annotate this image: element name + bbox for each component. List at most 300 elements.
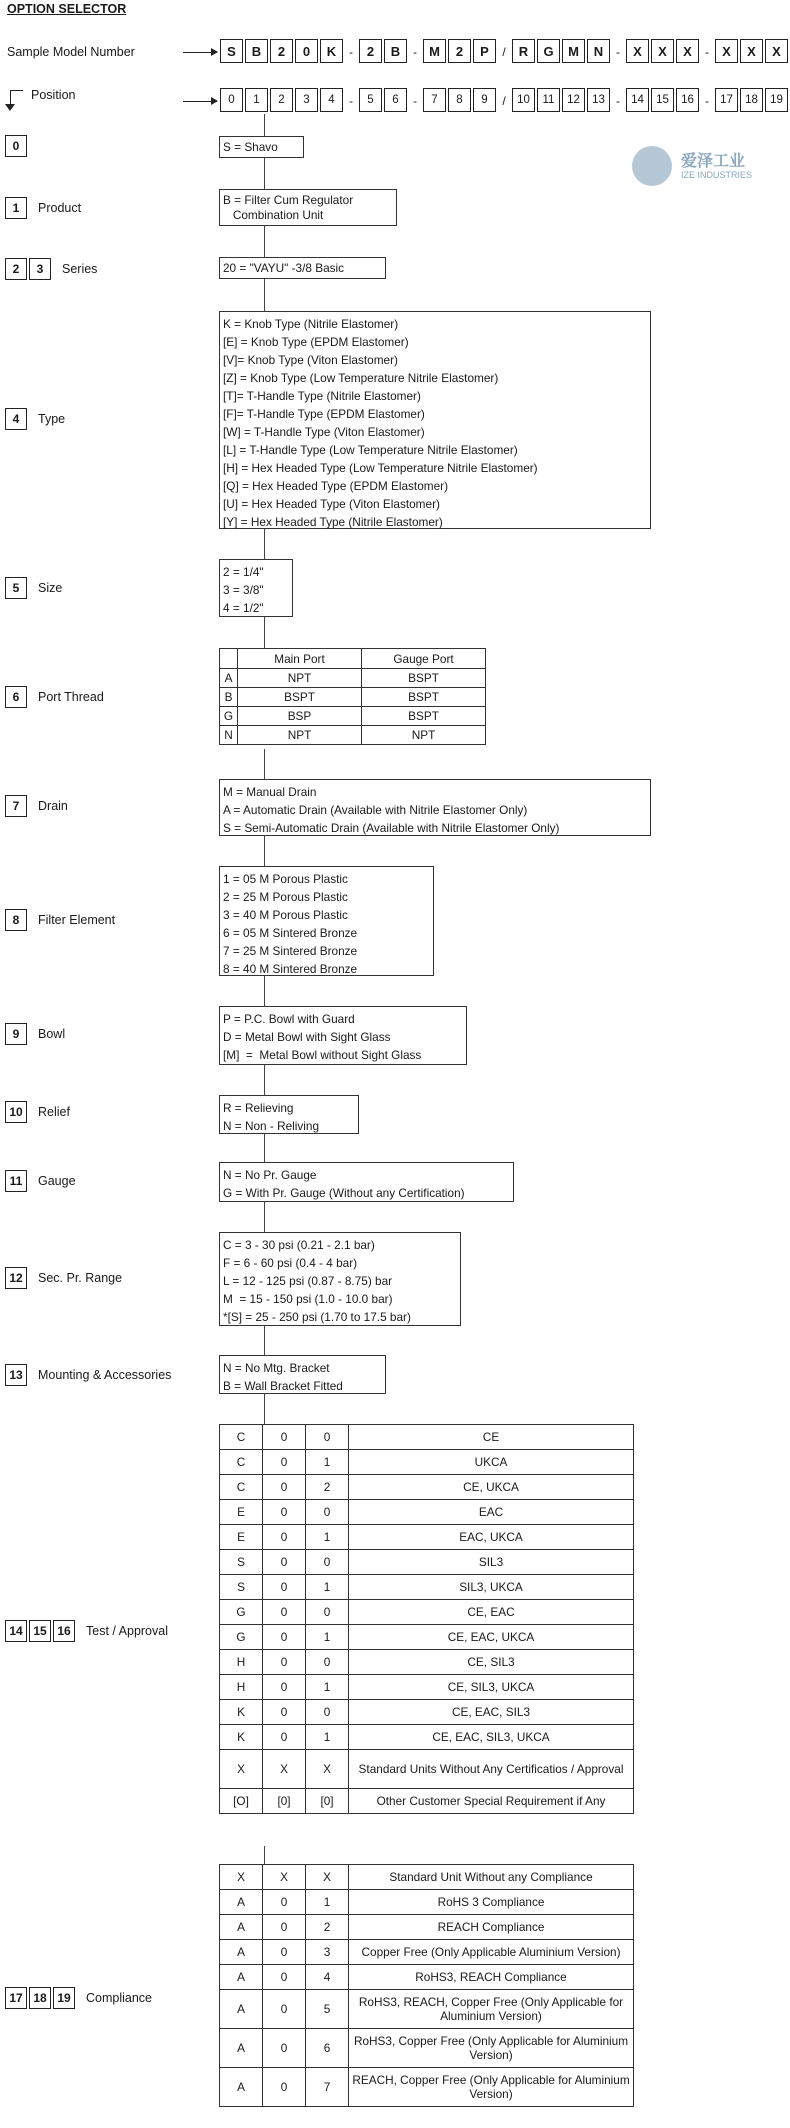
option-line: [U] = Hex Headed Type (Viton Elastomer) bbox=[223, 497, 440, 511]
option-line: P = P.C. Bowl with Guard bbox=[223, 1012, 355, 1026]
table-cell: 0 bbox=[306, 1425, 349, 1450]
table-row bbox=[220, 1450, 634, 1475]
logo-en-text: IZE INDUSTRIES bbox=[681, 170, 753, 180]
table-cell: G bbox=[220, 707, 238, 726]
position-char: 8 bbox=[448, 88, 471, 112]
position-number-box: 16 bbox=[53, 1620, 75, 1642]
table-cell: 0 bbox=[263, 1525, 306, 1550]
model-char: X bbox=[676, 39, 699, 63]
model-char: K bbox=[320, 39, 343, 63]
model-char: R bbox=[512, 39, 535, 63]
table-row bbox=[220, 726, 486, 745]
section-label-text: Compliance bbox=[86, 1991, 153, 2005]
option-box-gauge bbox=[219, 1162, 514, 1202]
section-label-text: Type bbox=[38, 412, 66, 426]
table-row bbox=[220, 1965, 634, 1990]
table-cell: NPT bbox=[362, 726, 486, 745]
table-cell: Other Customer Special Requirement if Any bbox=[349, 1789, 634, 1814]
option-box-size bbox=[219, 559, 293, 617]
sample-arrow-icon bbox=[183, 52, 217, 53]
logo-cn-text: 爱泽工业 bbox=[681, 153, 746, 170]
table-cell: A bbox=[220, 2068, 263, 2107]
table-row bbox=[220, 2068, 634, 2107]
table-cell: CE, UKCA bbox=[349, 1475, 634, 1500]
section-label-text: Relief bbox=[38, 1105, 70, 1119]
option-line: G = With Pr. Gauge (Without any Certification) bbox=[223, 1186, 465, 1200]
table-cell: 1 bbox=[306, 1625, 349, 1650]
option-box-series bbox=[219, 257, 386, 279]
model-char: S bbox=[220, 39, 243, 63]
table-cell: 0 bbox=[263, 1890, 306, 1915]
table-cell: 0 bbox=[263, 2029, 306, 2068]
table-cell: 0 bbox=[306, 1700, 349, 1725]
option-box-relief bbox=[219, 1095, 359, 1134]
table-cell: RoHS3, REACH, Copper Free (Only Applicable for Aluminium Version) bbox=[349, 1990, 634, 2029]
table-cell: EAC, UKCA bbox=[349, 1525, 634, 1550]
table-cell: Copper Free (Only Applicable Aluminium Version) bbox=[349, 1940, 634, 1965]
position-char: 6 bbox=[384, 88, 407, 112]
option-box-filter-element bbox=[219, 866, 434, 976]
position-char: 5 bbox=[359, 88, 382, 112]
table-cell: A bbox=[220, 1990, 263, 2029]
table-cell: A bbox=[220, 1890, 263, 1915]
connector-line bbox=[264, 1846, 265, 1864]
table-cell: K bbox=[220, 1725, 263, 1750]
option-line: [H] = Hex Headed Type (Low Temperature Nitrile Elastomer) bbox=[223, 461, 538, 475]
table-cell: BSPT bbox=[362, 688, 486, 707]
position-separator: - bbox=[413, 94, 417, 108]
option-line: C = 3 - 30 psi (0.21 - 2.1 bar) bbox=[223, 1238, 375, 1252]
option-box-product bbox=[219, 189, 397, 226]
option-line: 2 = 1/4" bbox=[223, 565, 264, 579]
option-line: [Y] = Hex Headed Type (Nitrile Elastomer) bbox=[223, 515, 443, 529]
table-cell: 1 bbox=[306, 1450, 349, 1475]
position-label-port-thread bbox=[5, 686, 104, 708]
table-row bbox=[220, 1700, 634, 1725]
table-row bbox=[220, 2029, 634, 2068]
position-number-box: 7 bbox=[5, 795, 27, 817]
model-char: M bbox=[562, 39, 585, 63]
table-cell: 0 bbox=[263, 1425, 306, 1450]
section-label-text: Sec. Pr. Range bbox=[38, 1271, 123, 1285]
position-char: 17 bbox=[715, 88, 738, 112]
option-line: *[S] = 25 - 250 psi (1.70 to 17.5 bar) bbox=[223, 1310, 411, 1324]
table-cell: H bbox=[220, 1675, 263, 1700]
table-cell: X bbox=[220, 1750, 263, 1789]
table-cell: K bbox=[220, 1700, 263, 1725]
table-cell: SIL3 bbox=[349, 1550, 634, 1575]
connector-line bbox=[264, 158, 265, 189]
table-cell: REACH, Copper Free (Only Applicable for Aluminium Version) bbox=[349, 2068, 634, 2107]
model-char: X bbox=[765, 39, 788, 63]
option-line: R = Relieving bbox=[223, 1101, 294, 1115]
position-label-size bbox=[5, 577, 62, 599]
option-line: [L] = T-Handle Type (Low Temperature Nitrile Elastomer) bbox=[223, 443, 518, 457]
position-number-box: 19 bbox=[53, 1987, 75, 2009]
test-approval-table bbox=[219, 1424, 634, 1814]
section-label-text: Port Thread bbox=[38, 690, 104, 704]
position-char: 16 bbox=[676, 88, 699, 112]
option-line: [V]= Knob Type (Viton Elastomer) bbox=[223, 353, 398, 367]
table-cell: UKCA bbox=[349, 1450, 634, 1475]
option-line: 2 = 25 M Porous Plastic bbox=[223, 890, 348, 904]
table-cell: 0 bbox=[263, 1575, 306, 1600]
compliance-table bbox=[219, 1864, 634, 2107]
ize-logo-icon bbox=[632, 146, 672, 186]
position-char: 4 bbox=[320, 88, 343, 112]
position-numbers bbox=[220, 88, 790, 114]
table-cell: 0 bbox=[263, 1475, 306, 1500]
option-box-bowl bbox=[219, 1006, 467, 1065]
model-char: B bbox=[384, 39, 407, 63]
option-line: [Z] = Knob Type (Low Temperature Nitrile Elastomer) bbox=[223, 371, 499, 385]
option-line: 20 = "VAYU" -3/8 Basic bbox=[223, 261, 345, 275]
position-number-box: 18 bbox=[29, 1987, 51, 2009]
position-label-gauge bbox=[5, 1170, 76, 1192]
position-number-box: 17 bbox=[5, 1987, 27, 2009]
table-row bbox=[220, 1550, 634, 1575]
table-cell: X bbox=[220, 1865, 263, 1890]
option-line: 7 = 25 M Sintered Bronze bbox=[223, 944, 358, 958]
option-line: Combination Unit bbox=[223, 208, 324, 222]
table-cell: X bbox=[263, 1865, 306, 1890]
position-number-box: 0 bbox=[5, 135, 27, 157]
option-line: B = Wall Bracket Fitted bbox=[223, 1379, 343, 1393]
connector-line bbox=[264, 278, 265, 311]
model-char: 0 bbox=[295, 39, 318, 63]
table-cell: RoHS3, Copper Free (Only Applicable for Aluminium Version) bbox=[349, 2029, 634, 2068]
position-number-box: 15 bbox=[29, 1620, 51, 1642]
section-label-text: Size bbox=[38, 581, 63, 595]
position-label-series bbox=[5, 258, 97, 280]
table-cell: 6 bbox=[306, 2029, 349, 2068]
option-line: [T]= T-Handle Type (Nitrile Elastomer) bbox=[223, 389, 421, 403]
position-char: 7 bbox=[423, 88, 446, 112]
position-char: 9 bbox=[473, 88, 496, 112]
table-cell: NPT bbox=[238, 669, 362, 688]
option-box-0 bbox=[219, 136, 304, 158]
table-row bbox=[220, 688, 486, 707]
table-row bbox=[220, 1650, 634, 1675]
position-arrow-line-icon bbox=[183, 101, 217, 102]
table-cell: G bbox=[220, 1625, 263, 1650]
table-cell: 0 bbox=[263, 1625, 306, 1650]
table-cell: 3 bbox=[306, 1940, 349, 1965]
table-row bbox=[220, 1625, 634, 1650]
table-cell: Standard Units Without Any Certificatios / Approval bbox=[349, 1750, 634, 1789]
option-line: K = Knob Type (Nitrile Elastomer) bbox=[223, 317, 399, 331]
port-thread-table bbox=[219, 648, 486, 745]
connector-line bbox=[264, 529, 265, 559]
table-cell: 0 bbox=[263, 2068, 306, 2107]
section-label-text: Series bbox=[62, 262, 98, 276]
position-number-box: 14 bbox=[5, 1620, 27, 1642]
table-row bbox=[220, 707, 486, 726]
table-cell: 0 bbox=[263, 1965, 306, 1990]
option-line: 3 = 3/8" bbox=[223, 583, 264, 597]
model-separator: - bbox=[413, 45, 417, 59]
table-cell: 0 bbox=[263, 1600, 306, 1625]
position-number-box: 10 bbox=[5, 1101, 27, 1123]
table-cell: X bbox=[263, 1750, 306, 1789]
position-char: 12 bbox=[562, 88, 585, 112]
table-cell: BSP bbox=[238, 707, 362, 726]
position-char: 19 bbox=[765, 88, 788, 112]
page-title: OPTION SELECTOR bbox=[7, 2, 127, 16]
table-cell: C bbox=[220, 1450, 263, 1475]
table-cell: BSPT bbox=[362, 669, 486, 688]
position-char: 10 bbox=[512, 88, 535, 112]
table-cell: 0 bbox=[263, 1915, 306, 1940]
option-line: S = Shavo bbox=[223, 140, 278, 154]
table-row bbox=[220, 1500, 634, 1525]
position-char: 2 bbox=[270, 88, 293, 112]
position-char: 0 bbox=[220, 88, 243, 112]
table-cell: 0 bbox=[263, 1450, 306, 1475]
model-char: B bbox=[245, 39, 268, 63]
section-label-text: Product bbox=[38, 201, 82, 215]
position-char: 15 bbox=[651, 88, 674, 112]
table-cell: NPT bbox=[238, 726, 362, 745]
option-line: [Q] = Hex Headed Type (EPDM Elastomer) bbox=[223, 479, 448, 493]
table-cell: 0 bbox=[263, 1650, 306, 1675]
table-cell: N bbox=[220, 726, 238, 745]
model-char: X bbox=[740, 39, 763, 63]
model-char: X bbox=[651, 39, 674, 63]
option-line: 8 = 40 M Sintered Bronze bbox=[223, 962, 358, 976]
position-arrow-icon bbox=[5, 104, 15, 111]
table-cell: 1 bbox=[306, 1575, 349, 1600]
table-cell: S bbox=[220, 1550, 263, 1575]
position-number-box: 8 bbox=[5, 909, 27, 931]
table-cell: 0 bbox=[263, 1550, 306, 1575]
connector-line bbox=[264, 1065, 265, 1095]
table-row bbox=[220, 1750, 634, 1789]
table-row bbox=[220, 1990, 634, 2029]
table-row bbox=[220, 1675, 634, 1700]
table-cell: 0 bbox=[263, 1675, 306, 1700]
position-number-box: 4 bbox=[5, 408, 27, 430]
model-char: X bbox=[715, 39, 738, 63]
position-label-test-approval bbox=[5, 1620, 168, 1642]
connector-line bbox=[264, 617, 265, 648]
position-label-compliance bbox=[5, 1987, 152, 2009]
position-separator: - bbox=[349, 94, 353, 108]
model-separator: / bbox=[502, 45, 506, 59]
option-box-mounting bbox=[219, 1355, 386, 1394]
connector-line bbox=[264, 226, 265, 257]
table-cell: A bbox=[220, 2029, 263, 2068]
table-cell: BSPT bbox=[238, 688, 362, 707]
option-line: L = 12 - 125 psi (0.87 - 8.75) bar bbox=[223, 1274, 393, 1288]
table-cell: 0 bbox=[306, 1600, 349, 1625]
position-number-box: 11 bbox=[5, 1170, 27, 1192]
table-cell: RoHS3, REACH Compliance bbox=[349, 1965, 634, 1990]
table-cell: 0 bbox=[306, 1500, 349, 1525]
table-cell: EAC bbox=[349, 1500, 634, 1525]
table-row bbox=[220, 1475, 634, 1500]
position-number-box: 13 bbox=[5, 1364, 27, 1386]
sample-model-number bbox=[220, 39, 790, 65]
table-cell: BSPT bbox=[362, 707, 486, 726]
option-line: D = Metal Bowl with Sight Glass bbox=[223, 1030, 391, 1044]
table-cell: A bbox=[220, 1915, 263, 1940]
table-cell: 0 bbox=[263, 1700, 306, 1725]
table-cell: E bbox=[220, 1500, 263, 1525]
position-char: 3 bbox=[295, 88, 318, 112]
model-char: M bbox=[423, 39, 446, 63]
option-line: [M] = Metal Bowl without Sight Glass bbox=[223, 1048, 422, 1062]
position-label-0 bbox=[5, 135, 29, 157]
table-cell: CE, EAC, SIL3, UKCA bbox=[349, 1725, 634, 1750]
table-cell: X bbox=[306, 1750, 349, 1789]
table-cell: B bbox=[220, 688, 238, 707]
table-cell: Main Port bbox=[238, 649, 362, 669]
section-label-text: Filter Element bbox=[38, 913, 116, 927]
connector-line bbox=[264, 749, 265, 779]
option-line: S = Semi-Automatic Drain (Available with Nitrile Elastomer Only) bbox=[223, 821, 560, 835]
model-char: 2 bbox=[270, 39, 293, 63]
position-label-bowl bbox=[5, 1023, 65, 1045]
table-row bbox=[220, 1890, 634, 1915]
table-row bbox=[220, 1725, 634, 1750]
option-line: 3 = 40 M Porous Plastic bbox=[223, 908, 348, 922]
table-row bbox=[220, 1575, 634, 1600]
position-char: 13 bbox=[587, 88, 610, 112]
sample-model-label: Sample Model Number bbox=[7, 45, 135, 59]
position-number-box: 2 bbox=[5, 258, 27, 280]
position-label-mounting bbox=[5, 1364, 171, 1386]
model-char: N bbox=[587, 39, 610, 63]
model-separator: - bbox=[705, 45, 709, 59]
table-cell: 0 bbox=[263, 1500, 306, 1525]
position-label-product bbox=[5, 197, 81, 219]
table-cell: [0] bbox=[306, 1789, 349, 1814]
position-label-relief bbox=[5, 1101, 70, 1123]
table-cell: RoHS 3 Compliance bbox=[349, 1890, 634, 1915]
section-label-text: Gauge bbox=[38, 1174, 76, 1188]
table-cell: G bbox=[220, 1600, 263, 1625]
table-cell: S bbox=[220, 1575, 263, 1600]
connector-line bbox=[264, 1326, 265, 1355]
position-number-box: 1 bbox=[5, 197, 27, 219]
section-label-text: Mounting & Accessories bbox=[38, 1368, 172, 1382]
table-cell: X bbox=[306, 1865, 349, 1890]
position-label: Position bbox=[31, 88, 76, 102]
table-cell: CE, EAC, SIL3 bbox=[349, 1700, 634, 1725]
position-separator: - bbox=[616, 94, 620, 108]
table-cell: Gauge Port bbox=[362, 649, 486, 669]
table-cell: CE, EAC, UKCA bbox=[349, 1625, 634, 1650]
section-label-text: Bowl bbox=[38, 1027, 66, 1041]
table-row bbox=[220, 669, 486, 688]
model-char: X bbox=[626, 39, 649, 63]
option-line: 1 = 05 M Porous Plastic bbox=[223, 872, 348, 886]
option-line: M = 15 - 150 psi (1.0 - 10.0 bar) bbox=[223, 1292, 393, 1306]
option-line: N = Non - Reliving bbox=[223, 1119, 320, 1133]
option-line: [E] = Knob Type (EPDM Elastomer) bbox=[223, 335, 409, 349]
model-separator: - bbox=[349, 45, 353, 59]
option-box-type bbox=[219, 311, 651, 529]
model-char: 2 bbox=[448, 39, 471, 63]
model-char: 2 bbox=[359, 39, 382, 63]
table-cell: CE, EAC bbox=[349, 1600, 634, 1625]
table-cell: E bbox=[220, 1525, 263, 1550]
position-label-drain bbox=[5, 795, 68, 817]
table-header-row bbox=[220, 649, 486, 669]
connector-line bbox=[264, 114, 265, 136]
table-cell: REACH Compliance bbox=[349, 1915, 634, 1940]
table-cell: 1 bbox=[306, 1675, 349, 1700]
model-char: G bbox=[537, 39, 560, 63]
option-line: A = Automatic Drain (Available with Nitrile Elastomer Only) bbox=[223, 803, 528, 817]
table-cell: 4 bbox=[306, 1965, 349, 1990]
table-cell: 7 bbox=[306, 2068, 349, 2107]
table-cell: 0 bbox=[306, 1550, 349, 1575]
table-cell: A bbox=[220, 1940, 263, 1965]
table-row bbox=[220, 1525, 634, 1550]
table-cell: 0 bbox=[263, 1940, 306, 1965]
table-cell: Standard Unit Without any Compliance bbox=[349, 1865, 634, 1890]
table-cell: 2 bbox=[306, 1475, 349, 1500]
table-cell: A bbox=[220, 1965, 263, 1990]
table-cell bbox=[220, 649, 238, 669]
position-char: 18 bbox=[740, 88, 763, 112]
table-cell: 1 bbox=[306, 1725, 349, 1750]
table-cell: H bbox=[220, 1650, 263, 1675]
section-label-text: Drain bbox=[38, 799, 68, 813]
table-cell: 1 bbox=[306, 1525, 349, 1550]
position-number-box: 6 bbox=[5, 686, 27, 708]
option-box-sec-pr-range bbox=[219, 1232, 461, 1326]
table-row bbox=[220, 1425, 634, 1450]
table-cell: SIL3, UKCA bbox=[349, 1575, 634, 1600]
model-char: P bbox=[473, 39, 496, 63]
connector-line bbox=[264, 1134, 265, 1162]
position-separator: / bbox=[502, 94, 506, 108]
position-char: 11 bbox=[537, 88, 560, 112]
position-label-sec-pr-range bbox=[5, 1267, 122, 1289]
option-line: B = Filter Cum Regulator bbox=[223, 193, 354, 207]
table-cell: [0] bbox=[263, 1789, 306, 1814]
position-separator: - bbox=[705, 94, 709, 108]
connector-line bbox=[264, 1394, 265, 1424]
table-row bbox=[220, 1600, 634, 1625]
table-row bbox=[220, 1940, 634, 1965]
table-cell: CE, SIL3, UKCA bbox=[349, 1675, 634, 1700]
table-cell: CE, SIL3 bbox=[349, 1650, 634, 1675]
position-label-filter-element bbox=[5, 909, 115, 931]
table-cell: A bbox=[220, 669, 238, 688]
option-line: 4 = 1/2" bbox=[223, 601, 264, 615]
connector-line bbox=[264, 836, 265, 866]
table-cell: CE bbox=[349, 1425, 634, 1450]
position-label-type bbox=[5, 408, 65, 430]
table-cell: C bbox=[220, 1475, 263, 1500]
table-cell: 0 bbox=[263, 1725, 306, 1750]
table-cell: C bbox=[220, 1425, 263, 1450]
model-separator: - bbox=[616, 45, 620, 59]
table-row bbox=[220, 1789, 634, 1814]
position-number-box: 12 bbox=[5, 1267, 27, 1289]
table-cell: 5 bbox=[306, 1990, 349, 2029]
option-line: N = No Pr. Gauge bbox=[223, 1168, 317, 1182]
option-line: M = Manual Drain bbox=[223, 785, 317, 799]
position-char: 1 bbox=[245, 88, 268, 112]
connector-line bbox=[264, 1202, 265, 1232]
connector-line bbox=[264, 976, 265, 1006]
position-number-box: 9 bbox=[5, 1023, 27, 1045]
